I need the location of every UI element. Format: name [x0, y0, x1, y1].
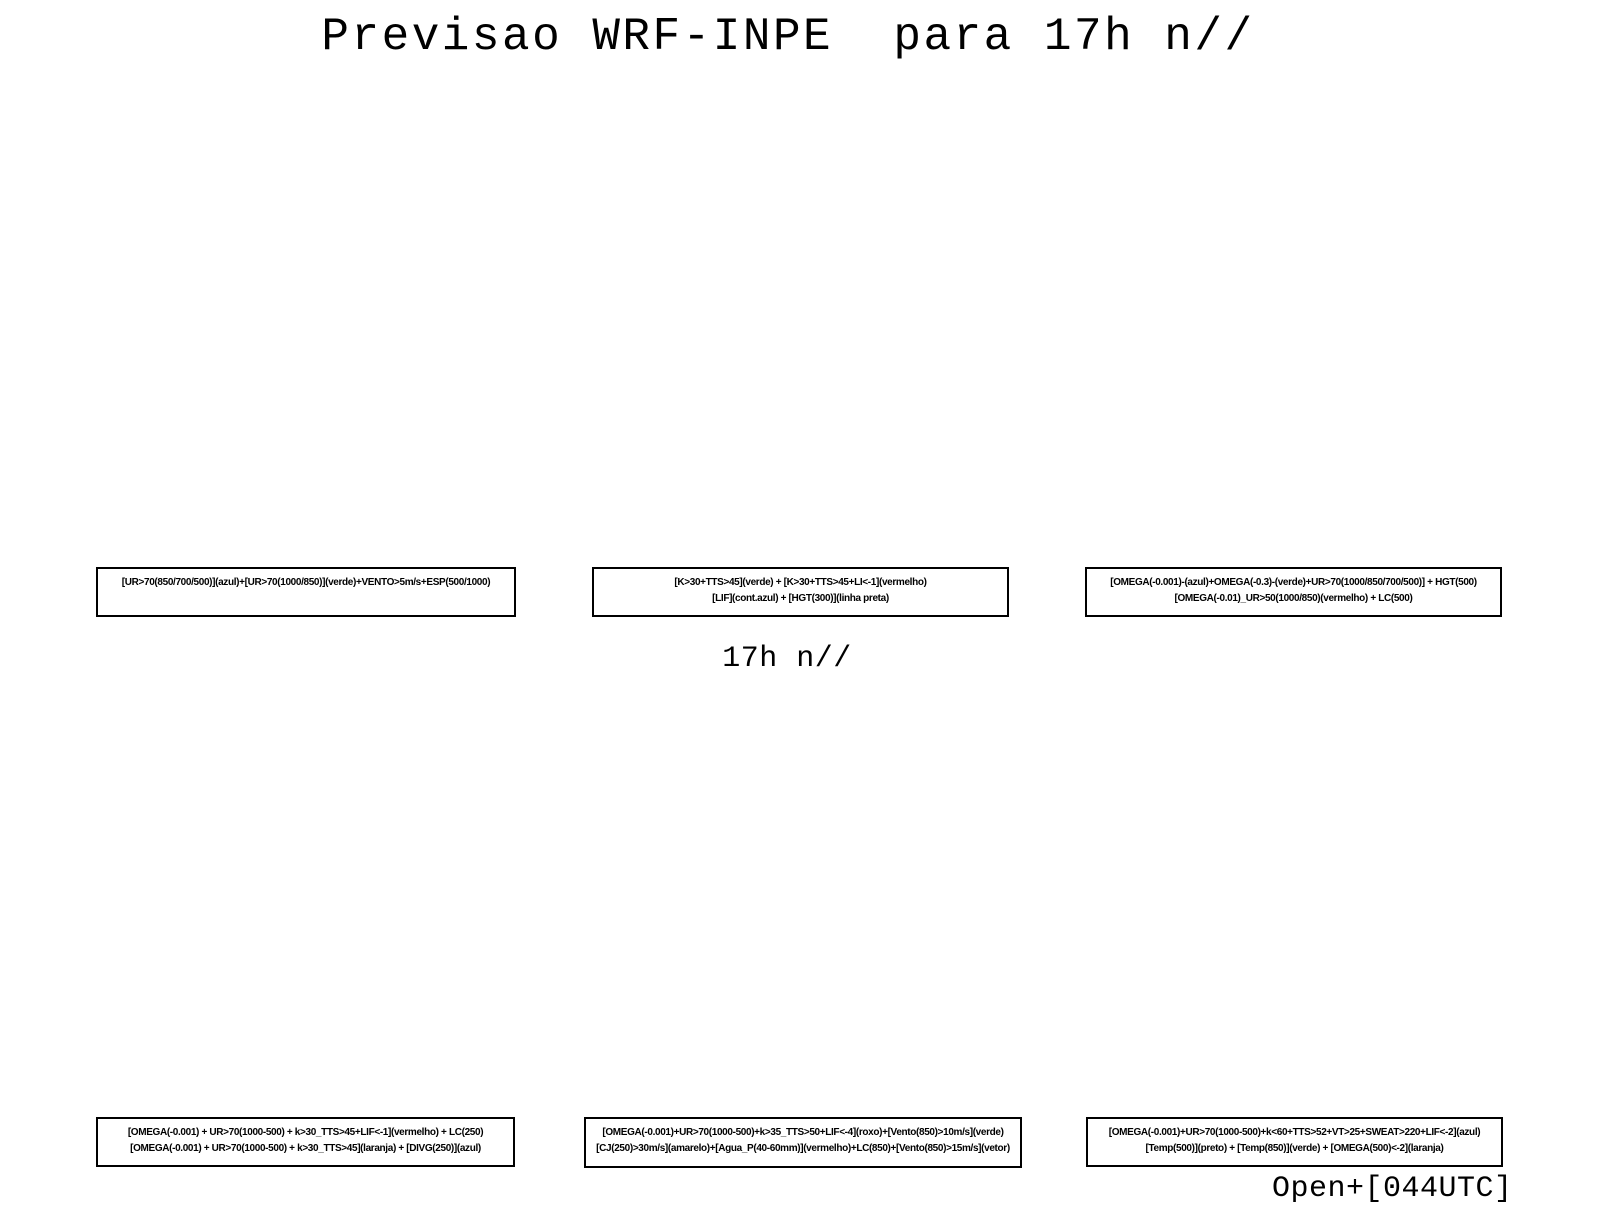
- legend-line: [OMEGA(-0.01)_UR>50(1000/850)(vermelho) + LC(500): [1174, 593, 1413, 604]
- legend-line: [Temp(500)](preto) + [Temp(850)](verde) + [OMEGA(500)<-2](laranja): [1145, 1143, 1444, 1154]
- legend-box-bottom-right: [1086, 1117, 1503, 1167]
- legend-line: [CJ(250)>30m/s](amarelo)+[Agua_P(40-60mm)](vermelho)+LC(850)+[Vento(850)>15m/s](vetor): [596, 1143, 1010, 1154]
- legend-line: [UR>70(850/700/500)](azul)+[UR>70(1000/850)](verde)+VENTO>5m/s+ESP(500/1000): [121, 577, 491, 588]
- legend-line: [OMEGA(-0.001)-(azul)+OMEGA(-0.3)-(verde)+UR>70(1000/850/700/500)] + HGT(500): [1110, 577, 1477, 588]
- center-time-label: 17h n//: [722, 642, 852, 676]
- legend-box-top-right: [1085, 567, 1502, 617]
- legend-line: [OMEGA(-0.001) + UR>70(1000-500) + k>30_TTS>45](laranja) + [DIVG(250)](azul): [130, 1143, 481, 1154]
- legend-line: [OMEGA(-0.001)+UR>70(1000-500)+k<60+TTS>52+VT>25+SWEAT>220+LIF<-2](azul): [1108, 1127, 1481, 1138]
- legend-line: [K>30+TTS>45](verde) + [K>30+TTS>45+LI<-1](vermelho): [674, 577, 927, 588]
- legend-line: [OMEGA(-0.001) + UR>70(1000-500) + k>30_TTS>45+LIF<-1](vermelho) + LC(250): [127, 1127, 484, 1138]
- legend-line: [LIF](cont.azul) + [HGT(300)](linha preta): [712, 593, 889, 604]
- legend-box-top-center: [592, 567, 1009, 617]
- footer-open-label: Open+[044UTC]: [1272, 1172, 1513, 1206]
- legend-line: [OMEGA(-0.001)+UR>70(1000-500)+k>35_TTS>50+LIF<-4](roxo)+[Vento(850)>10m/s](verde): [602, 1127, 1004, 1138]
- legend-box-top-left: [96, 567, 516, 617]
- legend-box-bottom-center: [584, 1117, 1022, 1168]
- page-title: Previsao WRF-INPE para 17h n//: [321, 11, 1255, 63]
- legend-box-bottom-left: [96, 1117, 515, 1167]
